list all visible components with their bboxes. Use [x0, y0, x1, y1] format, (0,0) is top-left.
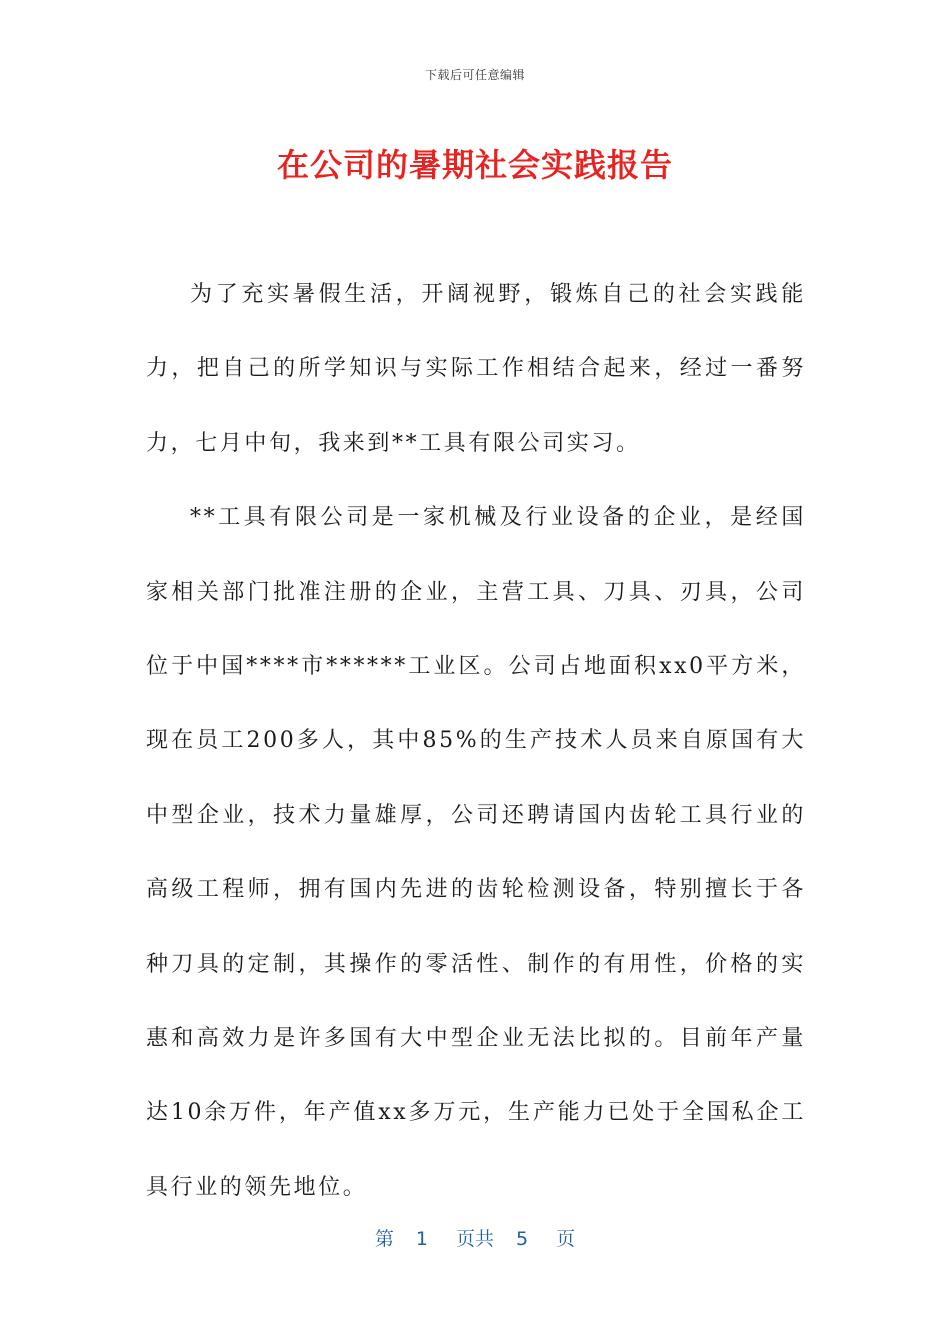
page-prefix: 第 — [374, 1228, 394, 1250]
document-title: 在公司的暑期社会实践报告 — [276, 146, 673, 184]
page-suffix: 页 — [556, 1228, 576, 1250]
page-number: 1 — [415, 1228, 428, 1250]
document-body — [146, 258, 806, 1225]
page-middle: 页共 — [455, 1228, 494, 1250]
page-footer — [0, 1224, 950, 1251]
paragraph-company: **工具有限公司是一家机械及行业设备的企业，是经国家相关部门批准注册的企业，主营工具、刀具、刃具，公司位于中国****市******工业区。公司占地面积xx0平方米，现在员工200多人，其中85%的生产技术人员来自原国有大中型企业，技术力量雄厚，公司还聘请国内齿轮工具行业的高级工程师，拥有国内先进的齿轮检测设备，特别擅长于各种刀具的定制，其操作的零活性、制作的有用性，价格的实惠和高效力是许多国有大中型企业无法比拟的。目前年产量达10余万件，年产值xx多万元，生产能力已处于全国私企工具行业的领先地位。 — [146, 505, 806, 1200]
paragraph-intro: 为了充实暑假生活，开阔视野，锻炼自己的社会实践能力，把自己的所学知识与实际工作相结合起来，经过一番努力，七月中旬，我来到**工具有限公司实习。 — [146, 282, 806, 456]
header-note: 下载后可任意编辑 — [424, 68, 525, 82]
total-pages: 5 — [516, 1228, 529, 1250]
